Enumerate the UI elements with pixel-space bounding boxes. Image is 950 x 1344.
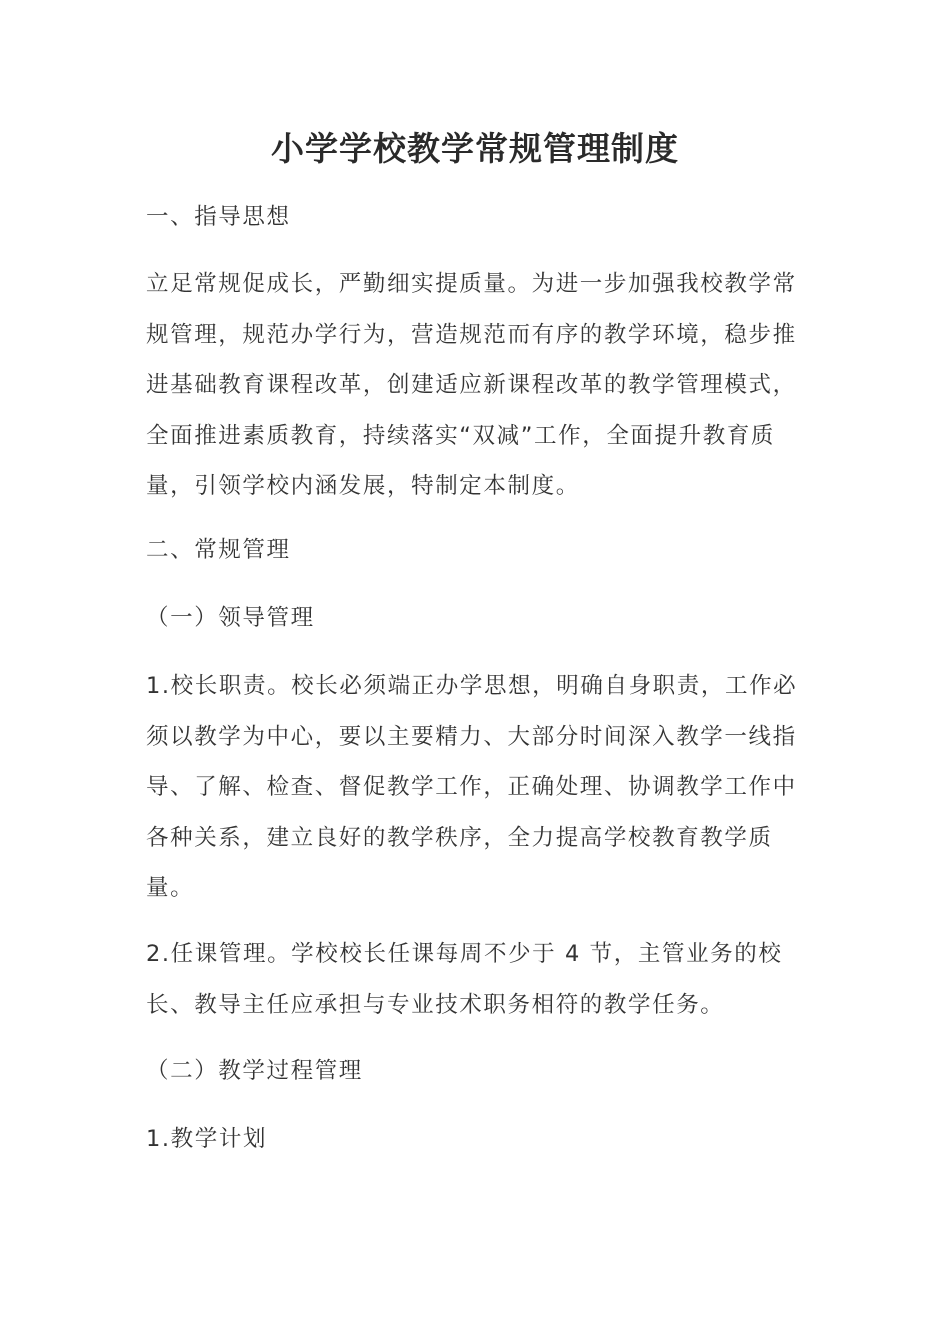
paragraph-principal-duties: 1.校长职责。校长必须端正办学思想，明确自身职责，工作必须以教学为中心，要以主要精力、大部分时间深入教学一线指导、了解、检查、督促教学工作，正确处理、协调教学工作中各种关系，建立良好的教学秩序，全力提高学校教育教学质量。	[146, 673, 798, 901]
paragraph-teaching-assignment: 2.任课管理。学校校长任课每周不少于 4 节，主管业务的校长、教导主任应承担与专业技术职务相符的教学任务。	[146, 941, 783, 1018]
item-teaching-plan: 1.教学计划	[146, 1126, 268, 1152]
document-title: 小学学校教学常规管理制度	[271, 129, 679, 168]
paragraph-guiding-ideology: 立足常规促成长，严勤细实提质量。为进一步加强我校教学常规管理，规范办学行为，营造规范而有序的教学环境，稳步推进基础教育课程改革，创建适应新课程改革的教学管理模式，全面推进素质教育，持续落实“双减”工作，全面提升教育质量，引领学校内涵发展，特制定本制度。	[146, 271, 797, 499]
section-heading-guiding-ideology: 一、指导思想	[146, 204, 291, 230]
subsection-heading-teaching-process: （二）教学过程管理	[146, 1058, 363, 1084]
subsection-heading-leadership: （一）领导管理	[146, 605, 315, 631]
section-heading-routine-management: 二、常规管理	[146, 537, 291, 563]
